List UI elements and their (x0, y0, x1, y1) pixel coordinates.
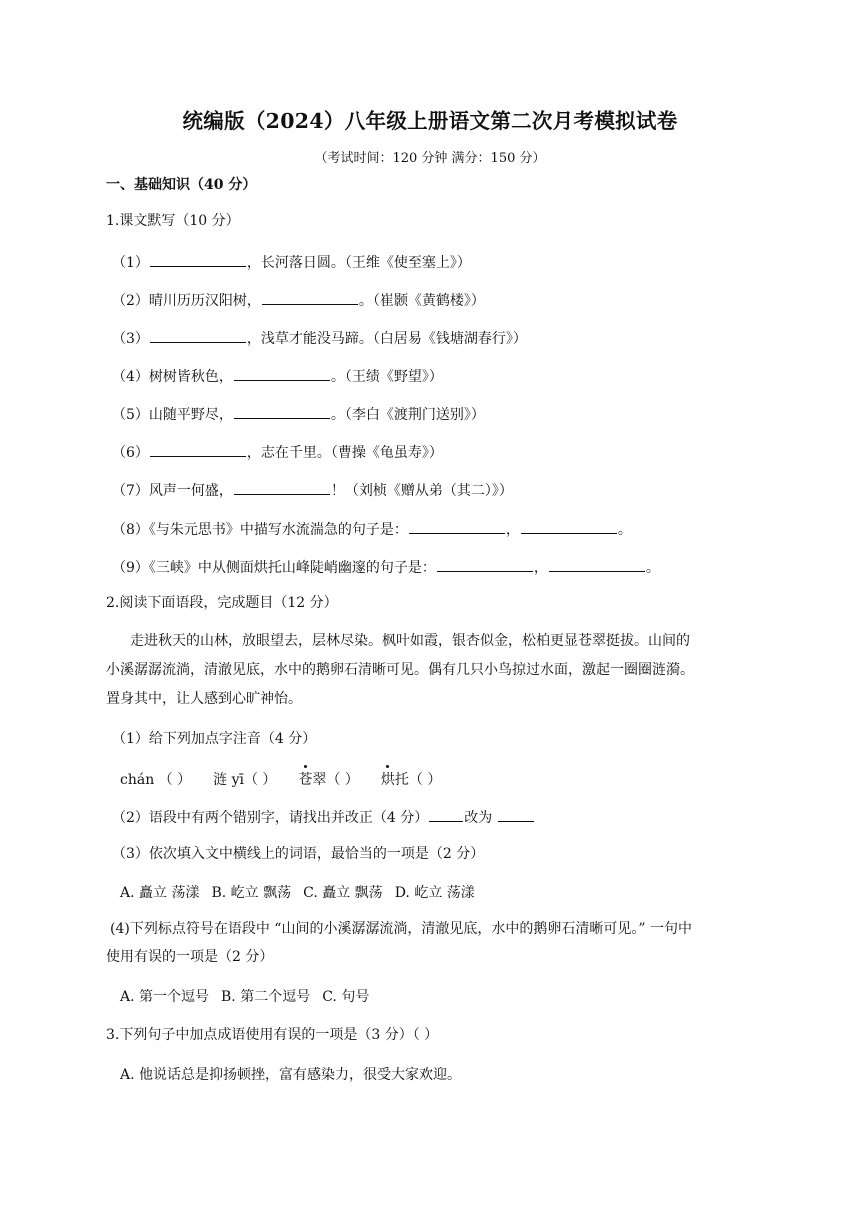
q2-sub4-options (120, 988, 381, 1006)
q1-item-3: （3） ，浅草才能没马蹄。（白居易《钱塘湖春行》） (112, 327, 527, 348)
pinyin-item-b: yī（ ） (227, 772, 277, 788)
q2-sub2: （2）语段中有两个错别字，请找出并改正（4 分） 改为 (112, 806, 535, 827)
q3-option-a[interactable]: A. 他说话总是抑扬顿挫，富有感染力，很受大家欢迎。 (120, 1067, 462, 1083)
reading-paragraph-line: 置身其中，让人感到心旷神怡。 (106, 691, 302, 707)
emphasis-char: 烘 (380, 772, 395, 788)
answer-blank[interactable] (234, 479, 330, 495)
q1-item-9: （9）《三峡》中从侧面烘托山峰陡峭幽邃的句子是： ， 。 (112, 556, 660, 577)
pinyin-item-b-char: 涟 (213, 772, 228, 788)
option-c[interactable]: C. 句号 (322, 989, 370, 1005)
reading-paragraph-line: 走进秋天的山林，放眼望去，层林尽染。枫叶如霞，银杏似金，松柏更显苍翠挺拔。山间的 (130, 633, 690, 649)
pinyin-item-c: 翠（ ） (312, 772, 359, 788)
pinyin-item-a: chán （ ） (120, 772, 192, 788)
answer-blank[interactable] (234, 365, 330, 381)
answer-blank[interactable] (409, 518, 505, 534)
answer-blank[interactable] (262, 289, 358, 305)
q2-heading: 2.阅读下面语段，完成题目（12 分） (106, 595, 338, 611)
answer-blank[interactable] (150, 327, 246, 343)
q1-item-1: （1） ，长河落日圆。（王维《使至塞上》） (112, 251, 471, 272)
pinyin-item-d: 托（ ） (394, 772, 442, 788)
q2-sub4-line2: 使用有误的一项是（2 分） (106, 949, 274, 965)
option-b[interactable]: B. 第二个逗号 (221, 989, 311, 1005)
option-a[interactable]: A. 矗立 荡漾 (120, 885, 200, 901)
answer-blank[interactable] (150, 441, 246, 457)
q2-sub3-options (120, 884, 487, 902)
reading-paragraph-line: 小溪潺潺流淌，清澈见底，水中的鹅卵石清晰可见。偶有几只小鸟掠过水面，激起一圈圈涟漪。 (106, 662, 694, 678)
answer-blank[interactable] (521, 518, 617, 534)
answer-blank[interactable] (234, 403, 330, 419)
q1-heading: 1.课文默写（10 分） (106, 213, 240, 229)
answer-blank[interactable] (498, 806, 534, 822)
answer-blank[interactable] (437, 556, 533, 572)
answer-blank[interactable] (150, 251, 246, 267)
q1-item-2: （2）晴川历历汉阳树， 。（崔颢《黄鹤楼》） (112, 289, 485, 310)
answer-blank[interactable] (549, 556, 645, 572)
option-c[interactable]: C. 矗立 飘荡 (303, 885, 383, 901)
exam-subtitle: （考试时间：120 分钟 满分：150 分） (314, 151, 546, 166)
option-d[interactable]: D. 屹立 荡漾 (394, 885, 475, 901)
q2-sub1: （1）给下列加点字注音（4 分） (112, 731, 317, 747)
q1-item-5: （5）山随平野尽， 。（李白《渡荆门送别》） (112, 403, 485, 424)
pinyin-row (120, 771, 441, 789)
emphasis-char: 苍 (298, 772, 313, 788)
q3-heading: 3.下列句子中加点成语使用有误的一项是（3 分）（ ） (106, 1027, 439, 1043)
q1-item-8: （8）《与朱元思书》中描写水流湍急的句子是： ， 。 (112, 518, 632, 539)
q2-sub4-line1: (4)下列标点符号在语段中 “山间的小溪潺潺流淌，清澈见底，水中的鹅卵石清晰可见。” 一句中 (110, 921, 693, 937)
answer-blank[interactable] (429, 806, 463, 822)
exam-title: 统编版（2024）八年级上册语文第二次月考模拟试卷 (182, 109, 678, 133)
section-heading: 一、基础知识（40 分） (106, 177, 257, 193)
q1-item-4: （4）树树皆秋色， 。（王绩《野望》） (112, 365, 443, 386)
q1-item-6: （6） ，志在千里。（曹操《龟虽寿》） (112, 441, 443, 462)
option-a[interactable]: A. 第一个逗号 (120, 989, 210, 1005)
q2-sub3: （3）依次填入文中横线上的词语，最恰当的一项是（2 分） (112, 846, 485, 862)
q1-item-7: （7）风声一何盛， ！（刘桢《赠从弟（其二）》） (112, 479, 513, 500)
option-b[interactable]: B. 屹立 飘荡 (211, 885, 292, 901)
